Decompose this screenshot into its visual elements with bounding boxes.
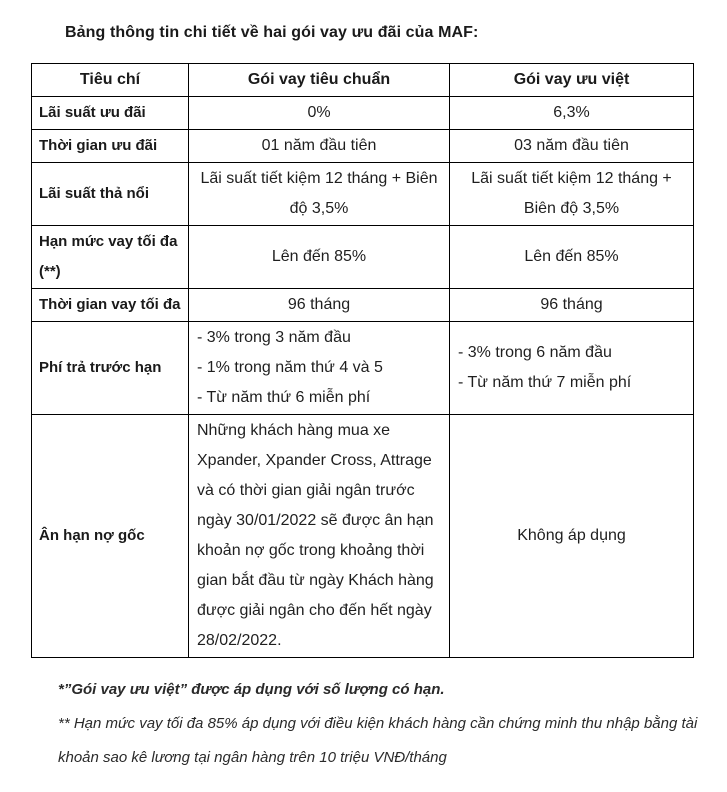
fee-line: - 1% trong năm thứ 4 và 5: [197, 359, 383, 376]
premium-value: Không áp dụng: [450, 415, 694, 658]
row-prepayment-fee: [32, 322, 694, 415]
standard-value: Lãi suất tiết kiệm 12 tháng + Biên độ 3,5%: [189, 163, 450, 226]
criteria-label: Phí trả trước hạn: [32, 322, 189, 415]
column-header-criteria: Tiêu chí: [32, 64, 189, 97]
row-floating-rate: [32, 163, 694, 226]
premium-value: Lên đến 85%: [450, 226, 694, 289]
row-principal-grace: [32, 415, 694, 658]
loan-comparison-table: [31, 63, 694, 658]
footnote-income-condition: ** Hạn mức vay tối đa 85% áp dụng với điều kiện khách hàng cần chứng minh thu nhập bằng tài khoản sao kê lương tại ngân hàng trên 10 triệu VNĐ/tháng: [58, 715, 698, 766]
fee-line: - 3% trong 6 năm đầu: [458, 344, 612, 361]
table-header-row: [32, 64, 694, 97]
premium-value: 03 năm đầu tiên: [450, 130, 694, 163]
criteria-label: Lãi suất thả nổi: [32, 163, 189, 226]
fee-line: - Từ năm thứ 7 miễn phí: [458, 374, 632, 391]
fee-line: - 3% trong 3 năm đầu: [197, 329, 351, 346]
column-header-premium-package: Gói vay ưu việt: [450, 64, 694, 97]
document-page: [0, 24, 727, 792]
standard-value: 96 tháng: [189, 289, 450, 322]
premium-value: Lãi suất tiết kiệm 12 tháng + Biên độ 3,5%: [450, 163, 694, 226]
footnotes-section: [58, 673, 718, 775]
row-preferential-period: [32, 130, 694, 163]
row-max-loan-term: [32, 289, 694, 322]
footnote-limited-quantity: *”Gói vay ưu việt” được áp dụng với số lượng có hạn.: [58, 681, 445, 698]
row-preferential-rate: [32, 97, 694, 130]
column-header-standard-package: Gói vay tiêu chuẩn: [189, 64, 450, 97]
premium-value: [450, 322, 694, 415]
criteria-label: Thời gian vay tối đa: [32, 289, 189, 322]
standard-value: [189, 322, 450, 415]
page-title: Bảng thông tin chi tiết về hai gói vay ưu đãi của MAF:: [65, 24, 479, 41]
premium-value: 96 tháng: [450, 289, 694, 322]
criteria-label: Thời gian ưu đãi: [32, 130, 189, 163]
row-max-loan-ratio: [32, 226, 694, 289]
standard-value: Những khách hàng mua xe Xpander, Xpander Cross, Attrage và có thời gian giải ngân trước ngày 30/01/2022 sẽ được ân hạn khoản nợ gốc trong khoảng thời gian bắt đầu từ ngày Khách hàng được giải ngân cho đến hết ngày 28/02/2022.: [189, 415, 450, 658]
fee-line: - Từ năm thứ 6 miễn phí: [197, 389, 371, 406]
criteria-label: Ân hạn nợ gốc: [32, 415, 189, 658]
standard-value: 01 năm đầu tiên: [189, 130, 450, 163]
standard-value: 0%: [189, 97, 450, 130]
premium-value: 6,3%: [450, 97, 694, 130]
criteria-label: Hạn mức vay tối đa (**): [32, 226, 189, 289]
standard-value: Lên đến 85%: [189, 226, 450, 289]
criteria-label: Lãi suất ưu đãi: [32, 97, 189, 130]
